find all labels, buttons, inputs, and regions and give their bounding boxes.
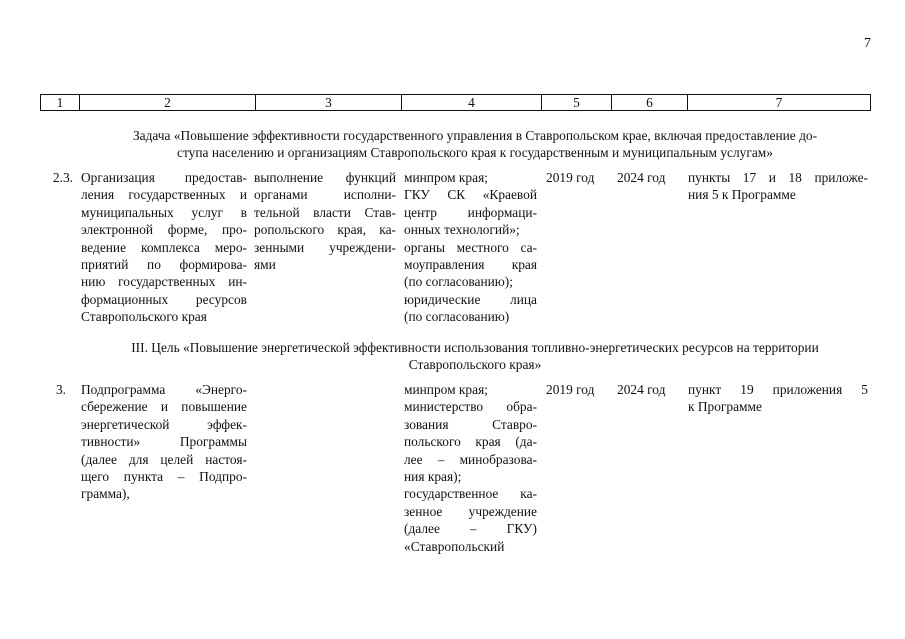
text-line: (по согласованию) xyxy=(404,309,510,325)
text-line: (далее для целей настоя- xyxy=(81,451,247,467)
goal-heading-line-2: Ставропольского края» xyxy=(408,357,542,372)
text-line: юридические лица xyxy=(404,291,537,307)
row-3-indicators xyxy=(688,381,868,416)
row-2-3-end-year: 2024 год xyxy=(617,170,666,185)
column-number-2: 2 xyxy=(80,95,256,111)
text-line: ГКУ СК «Краевой xyxy=(404,187,537,203)
text-line: польского края (да- xyxy=(404,434,537,450)
row-3-start-year: 2019 год xyxy=(546,382,595,397)
text-line: минпром края; xyxy=(404,170,488,185)
column-number-3: 3 xyxy=(256,95,402,111)
text-line: грамма), xyxy=(81,486,130,502)
goal-heading-line-1: III. Цель «Повышение энергетической эффективности использования топливно-энергетических ресурсов на территории xyxy=(131,340,819,355)
text-line: (по согласованию); xyxy=(404,274,513,290)
row-2-3-result xyxy=(254,169,396,273)
column-number-header xyxy=(40,94,871,111)
text-line: центр информаци- xyxy=(404,204,537,220)
task-heading xyxy=(80,127,870,161)
column-number-5: 5 xyxy=(542,95,612,111)
text-line: щего пункта – Подпро- xyxy=(81,469,247,485)
text-line: ления государственных и xyxy=(81,187,247,203)
text-line: (далее – ГКУ) xyxy=(404,521,537,537)
text-line: органы местного са- xyxy=(404,239,537,255)
row-number-3: 3. xyxy=(55,382,66,397)
text-line: минпром края; xyxy=(404,382,488,397)
text-line: «Ставропольский xyxy=(404,538,505,554)
text-line: зенными учреждени- xyxy=(254,239,396,255)
text-line: государственное ка- xyxy=(404,486,537,502)
text-line: формационных ресурсов xyxy=(81,291,247,307)
text-line: нию государственных ин- xyxy=(81,274,247,290)
text-line: ропольского края, ка- xyxy=(254,222,396,238)
row-3-description xyxy=(81,381,247,503)
text-line: ния 5 к Программе xyxy=(688,187,796,203)
text-line: муниципальных услуг в xyxy=(81,204,247,220)
text-line: зования Ставро- xyxy=(404,416,537,432)
text-line: приятий по формирова- xyxy=(81,257,247,273)
text-line: ями xyxy=(254,257,276,273)
row-2-3-indicators xyxy=(688,169,868,204)
text-line: министерство обра- xyxy=(404,399,537,415)
row-number-2-3: 2.3. xyxy=(52,170,73,185)
column-number-7: 7 xyxy=(688,95,871,111)
text-line: выполнение функций xyxy=(254,170,396,185)
text-line: сбережение и повышение xyxy=(81,399,247,415)
text-line: онных технологий»; xyxy=(404,222,520,238)
text-line: лее – минобразова- xyxy=(404,451,537,467)
text-line: Организация предостав- xyxy=(81,170,247,185)
text-line: ведение комплекса меро- xyxy=(81,239,247,255)
text-line: зенное учреждение xyxy=(404,503,537,519)
column-number-4: 4 xyxy=(402,95,542,111)
text-line: тивности» Программы xyxy=(81,434,247,450)
text-line: электронной форме, про- xyxy=(81,222,247,238)
goal-heading xyxy=(80,339,870,373)
text-line: Подпрограмма «Энерго- xyxy=(81,382,247,397)
text-line: моуправления края xyxy=(404,257,537,273)
task-heading-line-1: Задача «Повышение эффективности государственного управления в Ставропольском крае, включая предоставление до- xyxy=(132,128,818,143)
text-line: ния края); xyxy=(404,469,462,485)
text-line: пункт 19 приложения 5 xyxy=(688,382,868,397)
text-line: энергетической эффек- xyxy=(81,416,247,432)
text-line: тельной власти Став- xyxy=(254,204,396,220)
row-2-3-executors xyxy=(404,169,537,326)
text-line: к Программе xyxy=(688,399,762,415)
text-line: органами исполни- xyxy=(254,187,396,203)
row-2-3-start-year: 2019 год xyxy=(546,170,595,185)
column-number-6: 6 xyxy=(612,95,688,111)
task-heading-line-2: ступа населению и организациям Ставропольского края к государственным и муниципальным услугам» xyxy=(177,145,773,160)
row-3-executors xyxy=(404,381,537,555)
text-line: пункты 17 и 18 приложе- xyxy=(688,170,868,185)
row-3-end-year: 2024 год xyxy=(617,382,666,397)
page-number: 7 xyxy=(864,36,871,51)
row-2-3-description xyxy=(81,169,247,326)
column-number-1: 1 xyxy=(41,95,80,111)
text-line: Ставропольского края xyxy=(81,309,207,325)
